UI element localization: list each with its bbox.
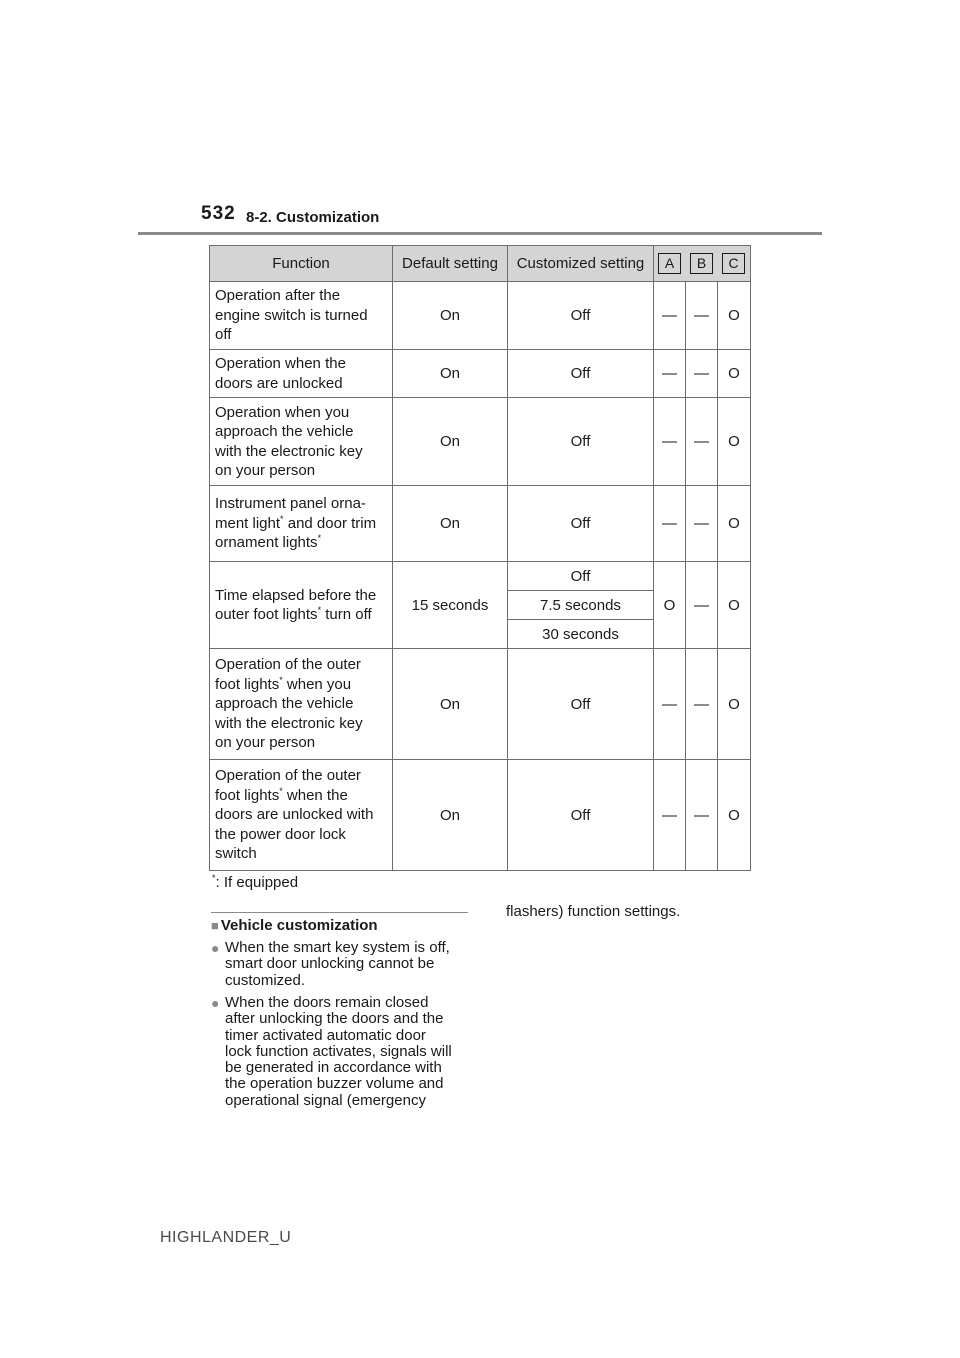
a-cell: —: [654, 282, 686, 350]
custom-cell: Off: [508, 760, 654, 871]
a-cell: O: [654, 562, 686, 649]
custom-option-cell: Off: [508, 562, 654, 591]
b-cell: —: [686, 562, 718, 649]
c-cell: O: [718, 350, 751, 398]
circle-bullet-icon: ●: [211, 995, 220, 1011]
list-item: ● When the smart key system is off, smart door unlocking cannot be customized.: [211, 939, 450, 989]
function-cell: Operation when the doors are unlocked: [210, 350, 393, 398]
custom-cell: Off: [508, 350, 654, 398]
column-header-default: Default setting: [393, 246, 508, 282]
custom-cell: Off: [508, 398, 654, 486]
b-cell: —: [686, 350, 718, 398]
notes-continuation: flashers) function settings.: [506, 903, 681, 920]
table-row: [210, 562, 751, 591]
section-title: 8-2. Customization: [246, 209, 380, 226]
custom-option-cell: 7.5 seconds: [508, 591, 654, 620]
table-row: [210, 649, 751, 760]
table-row: [210, 398, 751, 486]
c-cell: O: [718, 562, 751, 649]
list-item: ● When the doors remain closed after unlocking the doors and the timer activated automatic door lock function activates, signals will be generated in accordance with the operation buzzer volume and operational signal (emergency: [211, 994, 452, 1109]
function-cell: Operation of the outer foot lights* when you approach the vehicle with the electronic key on your person: [210, 649, 393, 760]
b-cell: —: [686, 486, 718, 562]
table-row: [210, 760, 751, 871]
custom-option-cell: 30 seconds: [508, 620, 654, 649]
footnote-mark: *: [279, 785, 283, 796]
table-row: [210, 486, 751, 562]
custom-cell: Off: [508, 649, 654, 760]
a-cell: —: [654, 398, 686, 486]
footnote-mark: *: [317, 533, 322, 544]
column-badge-b: B: [690, 253, 713, 274]
column-badge-c: C: [722, 253, 745, 274]
customization-table: [209, 245, 751, 871]
footer-model: HIGHLANDER_U: [160, 1229, 292, 1246]
b-cell: —: [686, 760, 718, 871]
default-cell: On: [393, 649, 508, 760]
function-cell: Operation of the outer foot lights* when the doors are unlocked with the power door lock switch: [210, 760, 393, 871]
a-cell: —: [654, 486, 686, 562]
default-cell: On: [393, 486, 508, 562]
default-cell: On: [393, 398, 508, 486]
default-cell: 15 seconds: [393, 562, 508, 649]
c-cell: O: [718, 649, 751, 760]
c-cell: O: [718, 486, 751, 562]
footnote-mark: *: [280, 513, 284, 524]
circle-bullet-icon: ●: [211, 940, 220, 956]
page-number: 532: [201, 203, 236, 224]
default-cell: On: [393, 350, 508, 398]
custom-cell: Off: [508, 282, 654, 350]
function-cell: Operation when you approach the vehicle with the electronic key on your person: [210, 398, 393, 486]
table-row: [210, 350, 751, 398]
c-cell: O: [718, 282, 751, 350]
header-rule: [138, 232, 822, 235]
default-cell: On: [393, 760, 508, 871]
a-cell: —: [654, 649, 686, 760]
footnote-mark: *: [317, 605, 322, 615]
function-cell: Instrument panel orna- ment light* and door trim ornament lights*: [210, 486, 393, 562]
column-rule: [211, 912, 468, 913]
table-header-row: [210, 246, 751, 282]
b-cell: —: [686, 649, 718, 760]
c-cell: O: [718, 398, 751, 486]
column-header-abc: [654, 246, 751, 282]
function-cell: Time elapsed before the outer foot lights* turn off: [210, 562, 393, 649]
column-badge-a: A: [658, 253, 681, 274]
b-cell: —: [686, 398, 718, 486]
custom-cell: Off: [508, 486, 654, 562]
footnote-mark: *: [279, 674, 283, 685]
footnote-mark: *: [212, 873, 216, 883]
a-cell: —: [654, 760, 686, 871]
function-cell: Operation after the engine switch is turned off: [210, 282, 393, 350]
table-footnote: *: If equipped: [212, 873, 299, 891]
column-header-function: Function: [210, 246, 393, 282]
table-row: [210, 282, 751, 350]
default-cell: On: [393, 282, 508, 350]
square-bullet-icon: ■: [211, 918, 219, 933]
column-header-customized: Customized setting: [508, 246, 654, 282]
b-cell: —: [686, 282, 718, 350]
c-cell: O: [718, 760, 751, 871]
notes-heading: ■ Vehicle customization: [211, 917, 378, 934]
a-cell: —: [654, 350, 686, 398]
